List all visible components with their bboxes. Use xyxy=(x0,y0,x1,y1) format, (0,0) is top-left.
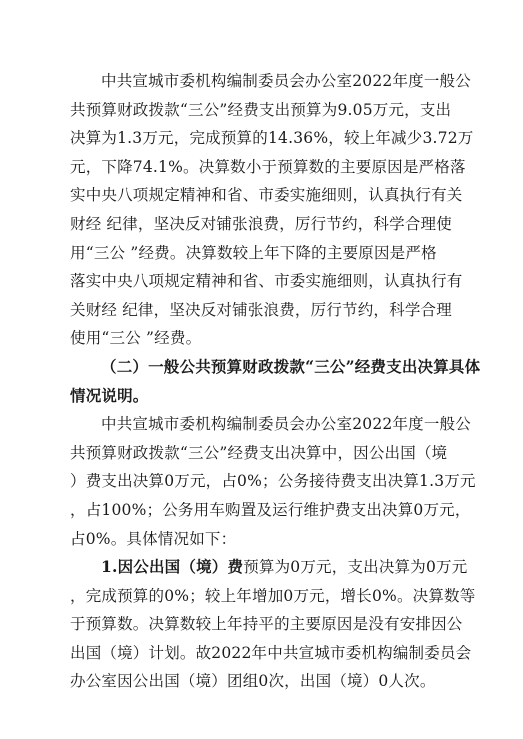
paragraph-1-line-4: 元，下降74.1%。决算数小于预算数的主要原因是严格落 xyxy=(70,157,466,176)
item-1-line-1 xyxy=(70,553,468,582)
paragraph-1-line-1: 中共宣城市委机构编制委员会办公室2022年度一般公 xyxy=(101,72,471,90)
section-heading-line-2: 情况说明。 xyxy=(70,385,149,405)
item-1-line-5: 办公室因公出国（境）团组0次，出国（境）0人次。 xyxy=(70,672,436,691)
item-1-heading: 1.因公出国（境）费 xyxy=(101,557,244,577)
paragraph-1-line-8: 落实中央八项规定精神和省、市委实施细则，认真执行有 xyxy=(70,272,463,291)
paragraph-2-line-2: 共预算财政拨款“三公”经费支出决算中，因公出国（境 xyxy=(70,443,448,462)
paragraph-2-line-1: 中共宣城市委机构编制委员会办公室2022年度一般公 xyxy=(101,415,471,434)
item-1-line-3: 于预算数。决算数较上年持平的主要原因是没有安排因公 xyxy=(70,615,463,634)
item-1-text: 预算为0万元，支出决算为0万元 xyxy=(243,558,468,577)
paragraph-1-line-7: 用“三公 ”经费。决算数较上年下降的主要原因是严格 xyxy=(70,243,437,262)
paragraph-1-line-5: 实中央八项规定精神和省、市委实施细则，认真执行有关 xyxy=(70,186,463,205)
paragraph-1-line-10: 使用“三公 ”经费。 xyxy=(70,329,202,348)
paragraph-1-line-6: 财经 纪律，坚决反对铺张浪费，厉行节约，科学合理使 xyxy=(70,214,452,233)
paragraph-2-line-3: ）费支出决算0万元，占0%；公务接待费支出决算1.3万元 xyxy=(70,472,476,491)
item-1-line-4: 出国（境）计划。故2022年中共宣城市委机构编制委员会 xyxy=(70,643,472,662)
section-heading-line-1: （二）一般公共预算财政拨款“三公”经费支出决算具体 xyxy=(101,356,481,376)
paragraph-2-line-4: ，占100%；公务用车购置及运行维护费支出决算0万元， xyxy=(70,500,471,519)
paragraph-1-line-3: 决算为1.3万元，完成预算的14.36%，较上年减少3.72万 xyxy=(70,129,474,148)
paragraph-1-line-2: 共预算财政拨款“三公”经费支出预算为9.05万元，支出 xyxy=(70,100,452,119)
paragraph-1-line-9: 关财经 纪律，坚决反对铺张浪费，厉行节约，科学合理 xyxy=(70,300,452,319)
item-1-line-2: ，完成预算的0%；较上年增加0万元，增长0%。决算数等 xyxy=(70,586,476,605)
paragraph-2-line-5: 占0%。具体情况如下： xyxy=(70,529,237,548)
